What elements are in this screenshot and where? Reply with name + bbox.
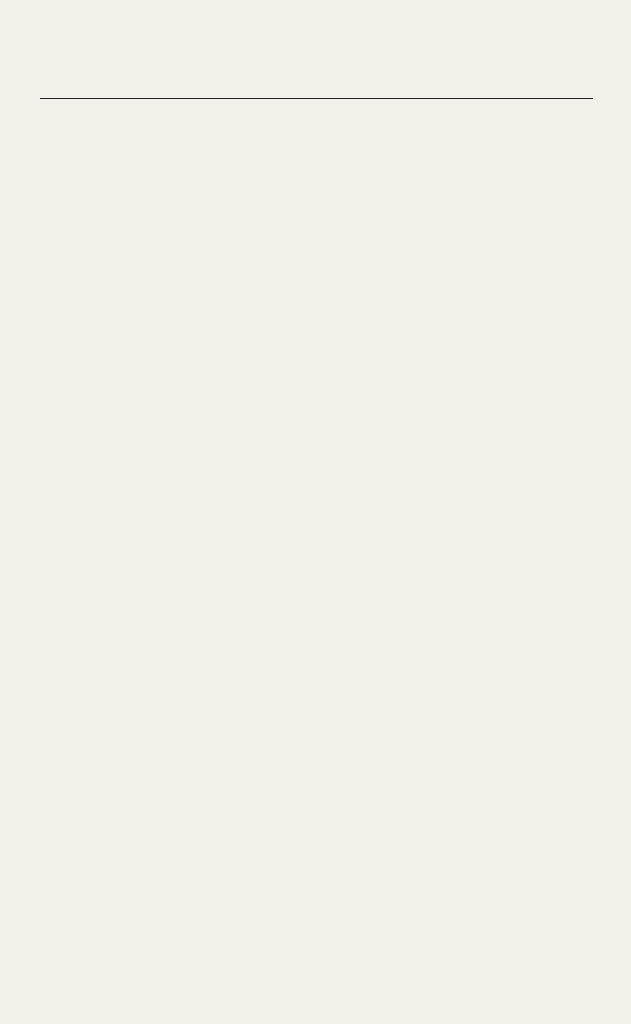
text-column-left	[40, 112, 304, 992]
page-header	[40, 76, 593, 99]
text-column-right	[318, 112, 582, 992]
column-gutter	[311, 112, 312, 992]
